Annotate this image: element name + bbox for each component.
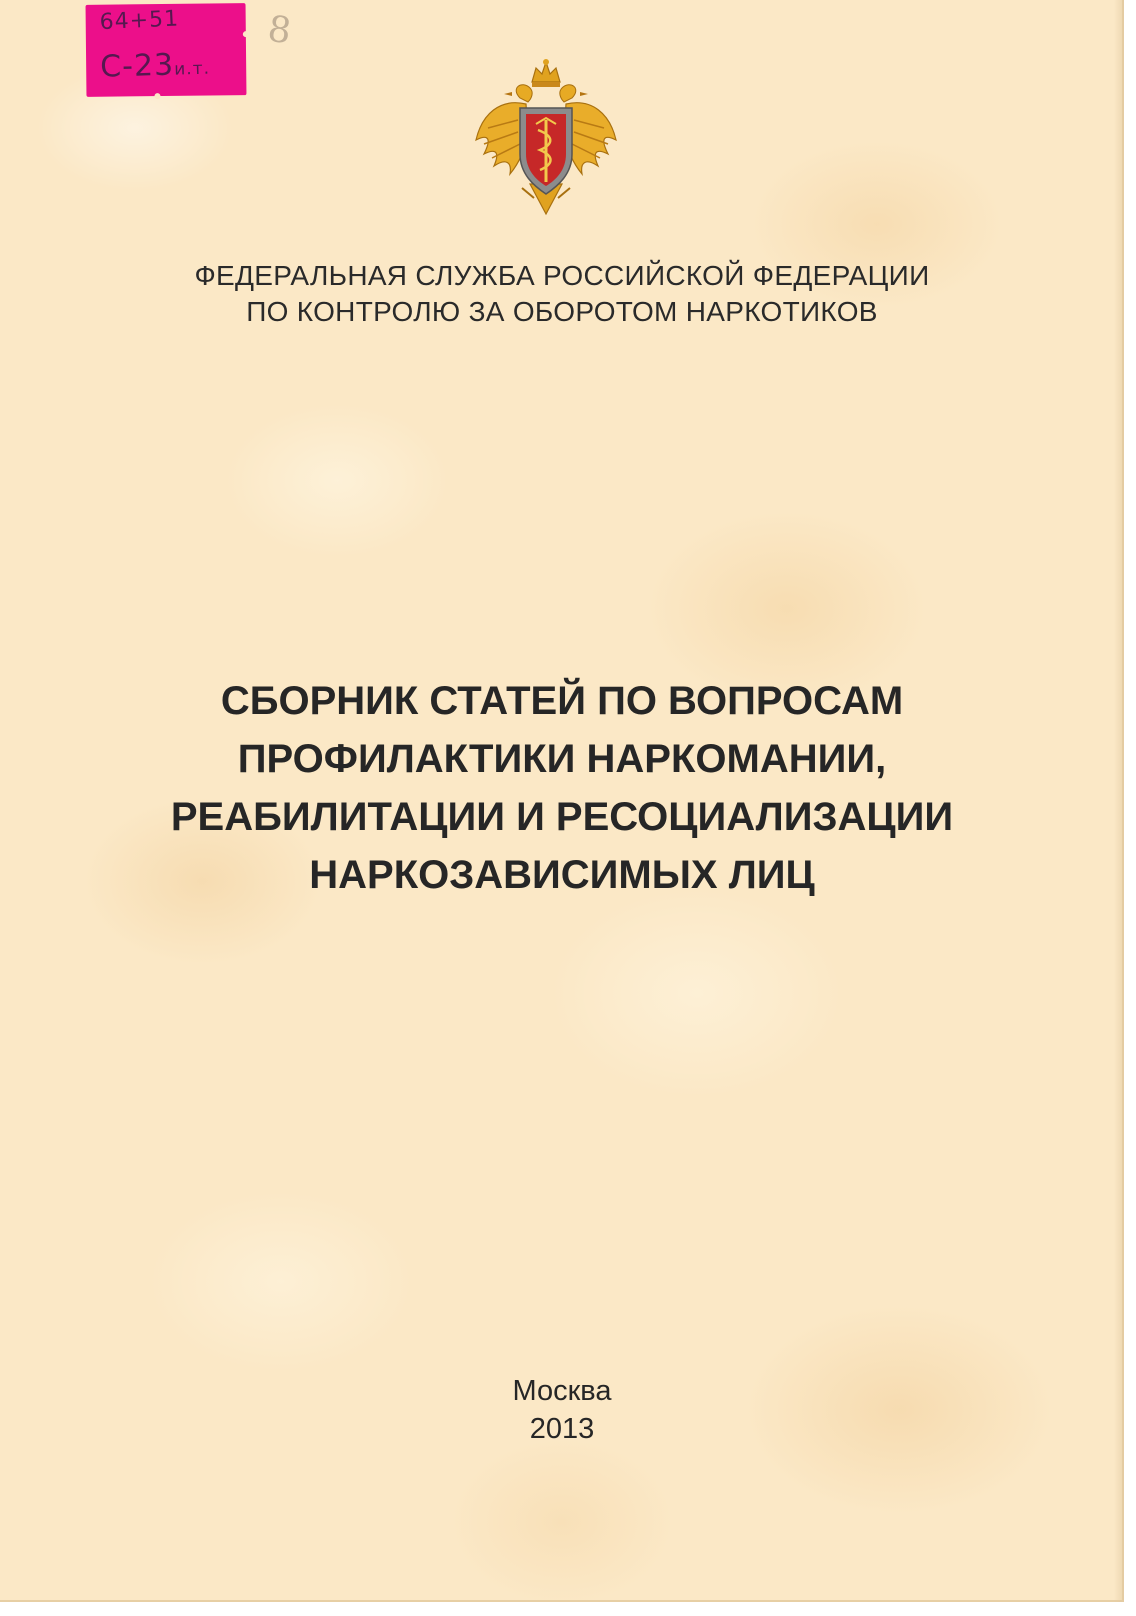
sticker-perforation (243, 31, 249, 37)
library-shelfmark-sticker (86, 3, 247, 97)
imprint (0, 1372, 1124, 1448)
agency-name (0, 258, 1124, 330)
book-title-line-3: РЕАБИЛИТАЦИИ И РЕСОЦИАЛИЗАЦИИ (170, 795, 954, 839)
double-headed-eagle-emblem-icon (470, 58, 622, 218)
publication-city: Москва (512, 1375, 612, 1407)
shelfmark-code: С-23 (99, 47, 175, 85)
shelfmark-suffix: и.т. (173, 58, 211, 80)
shelfmark-line-1: 64+51 (99, 6, 180, 36)
book-title-line-4: НАРКОЗАВИСИМЫХ ЛИЦ (309, 853, 815, 897)
agency-name-line-2: ПО КОНТРОЛЮ ЗА ОБОРОТОМ НАРКОТИКОВ (246, 296, 878, 327)
pencil-mark: 8 (265, 8, 294, 53)
agency-name-line-1: ФЕДЕРАЛЬНАЯ СЛУЖБА РОССИЙСКОЙ ФЕДЕРАЦИИ (194, 260, 930, 291)
shelfmark-line-2 (100, 47, 211, 85)
eagle-crown (532, 59, 560, 87)
book-title-line-2: ПРОФИЛАКТИКИ НАРКОМАНИИ, (237, 737, 887, 781)
eagle-heads (504, 85, 588, 102)
book-title (0, 672, 1124, 904)
publication-year: 2013 (529, 1413, 595, 1445)
book-title-line-1: СБОРНИК СТАТЕЙ ПО ВОПРОСАМ (220, 679, 904, 723)
sticker-perforation (154, 93, 160, 99)
red-shield-with-caduceus (520, 108, 572, 194)
